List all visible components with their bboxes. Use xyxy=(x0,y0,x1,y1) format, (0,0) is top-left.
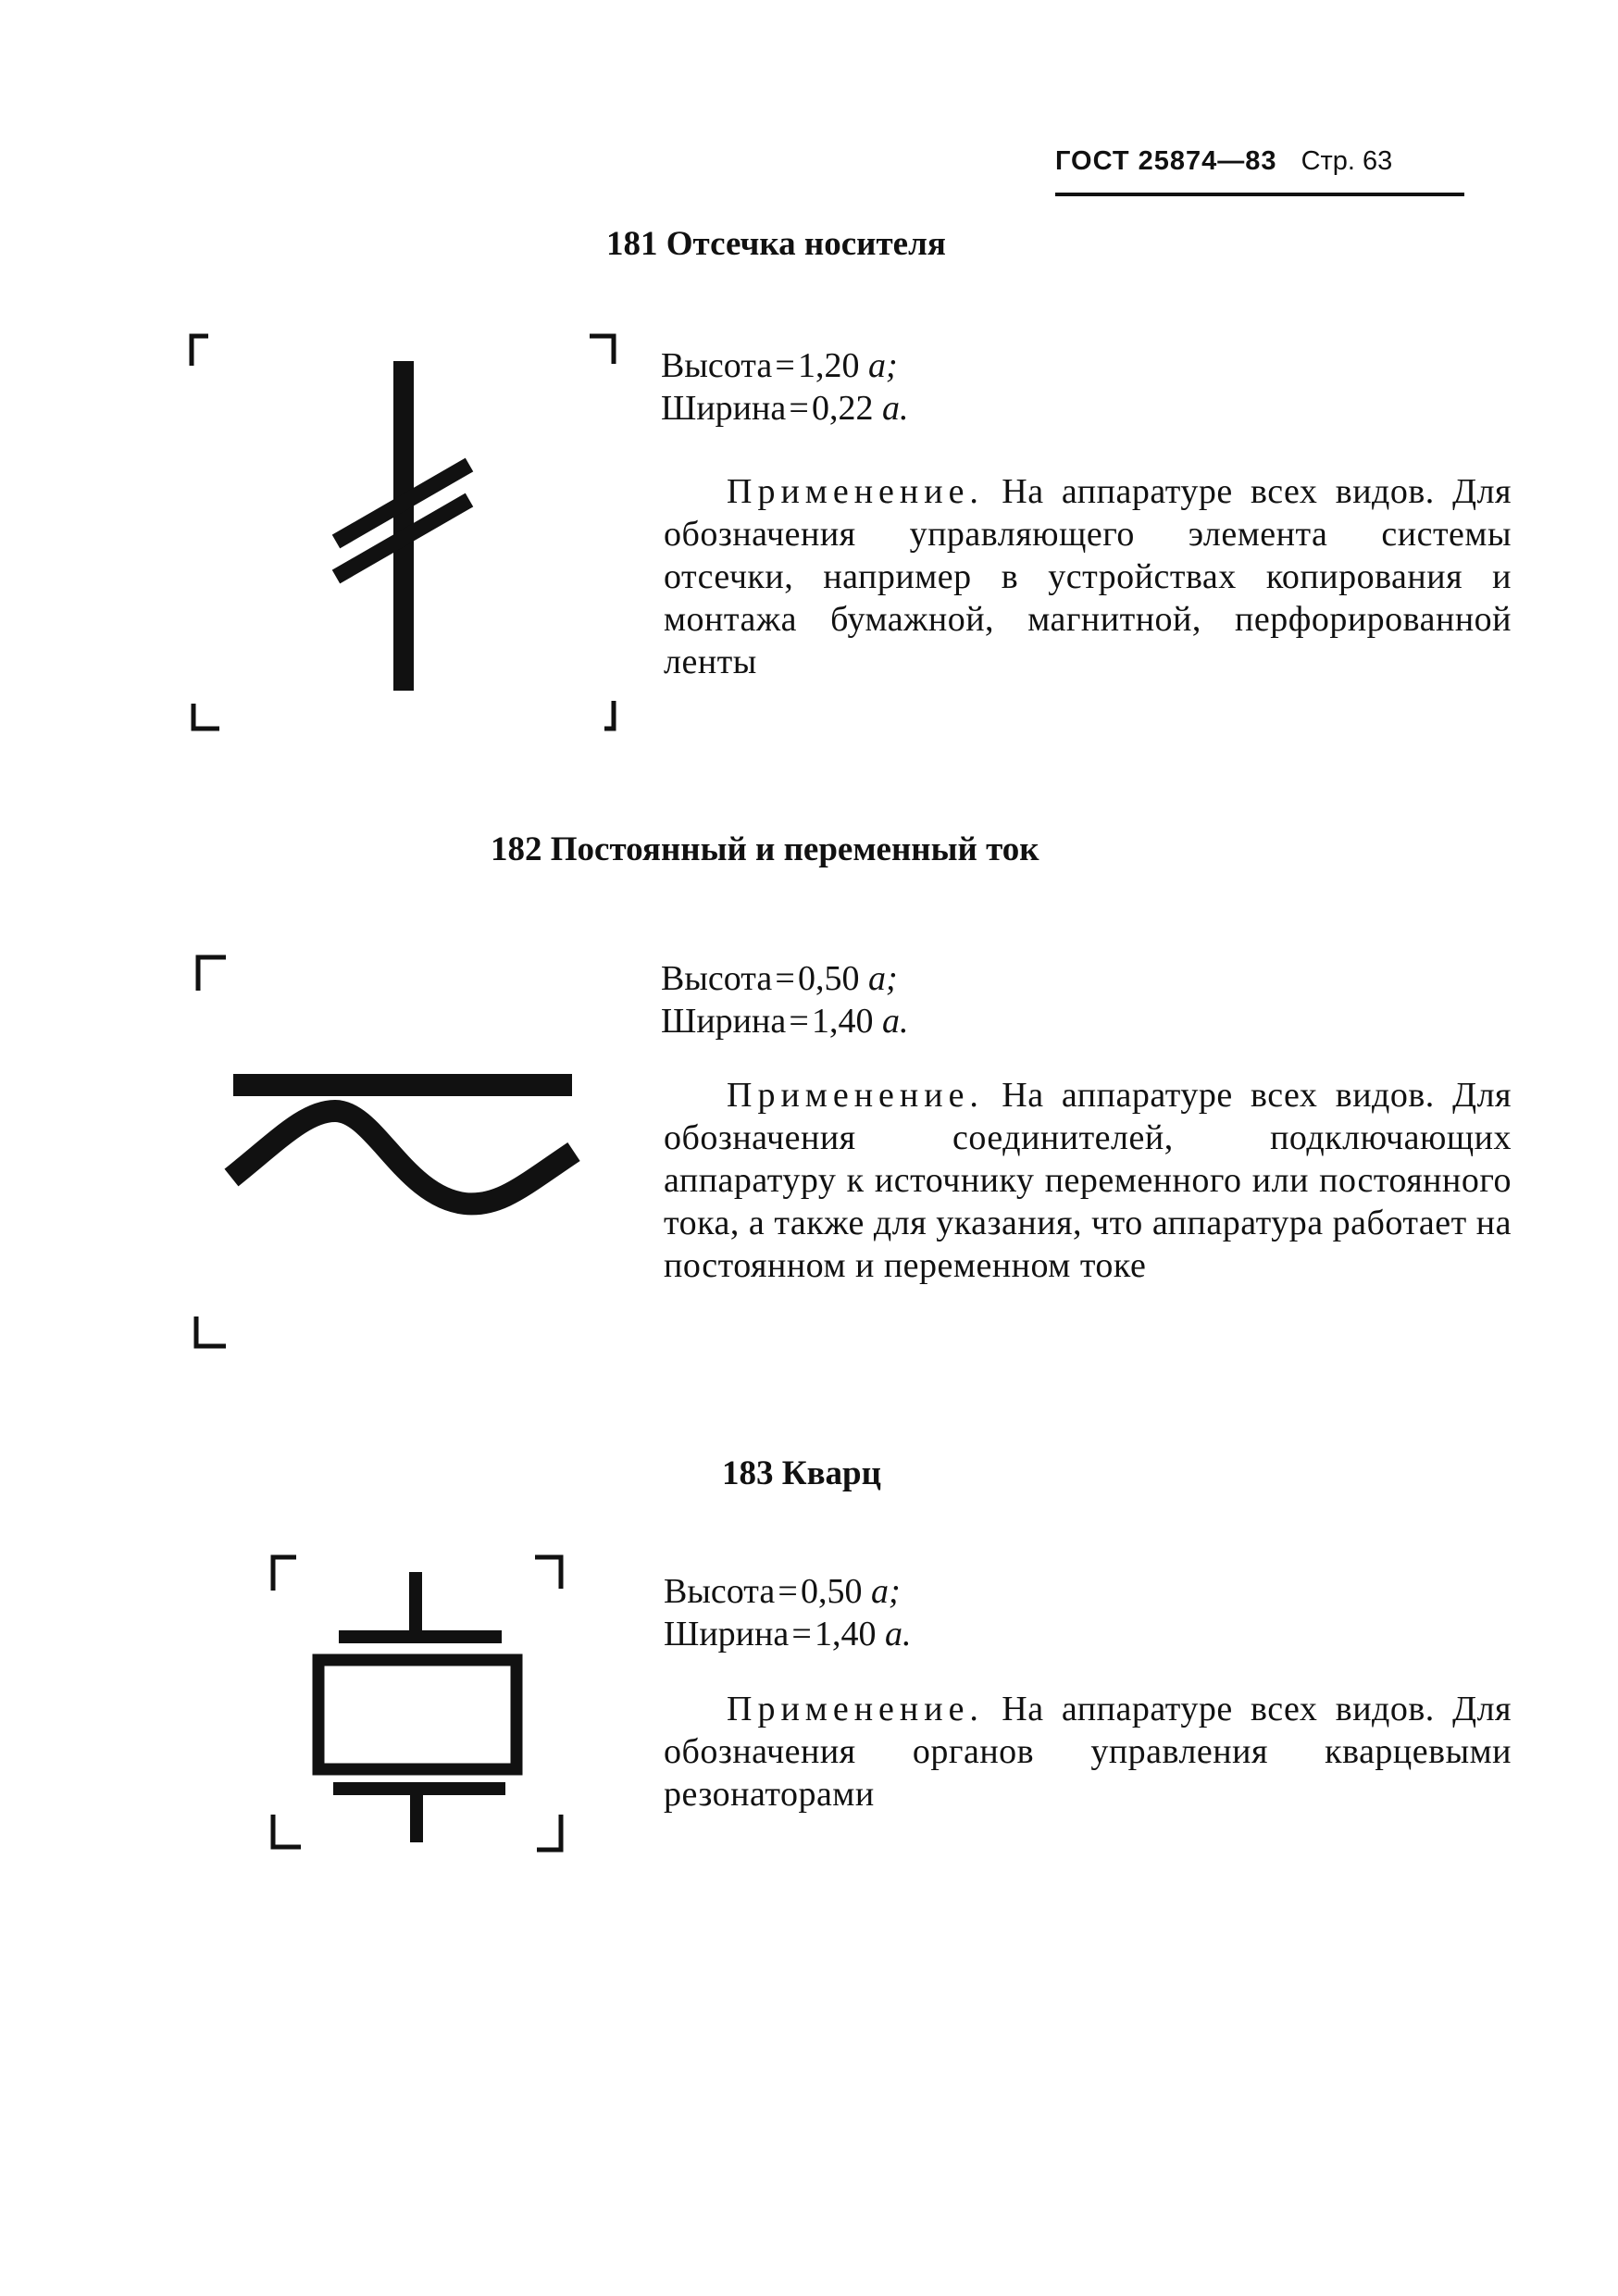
usage-description-182 xyxy=(664,1074,1512,1287)
section-title-181: 181 Отсечка носителя xyxy=(606,225,946,263)
dc-ac-current-symbol-icon xyxy=(185,935,592,1361)
usage-text: На аппаратуре всех видов. Для обозначения управляющего элемента системы отсечки, например в устройствах копирования и монтажа бумажной, магнитной, перфорированной ленты xyxy=(664,472,1512,681)
page-number: Стр. 63 xyxy=(1301,146,1393,176)
usage-description-181 xyxy=(664,470,1512,683)
page-header xyxy=(1055,146,1464,196)
usage-text: На аппаратуре всех видов. Для обозначения соединителей, подключающих аппаратуру к источнику переменного или постоянного тока, а также для указания, что аппаратура работает на постоянном и переменном токе xyxy=(664,1076,1512,1285)
usage-description-183 xyxy=(664,1688,1512,1816)
usage-lead: Применение. xyxy=(727,472,984,511)
standard-number: ГОСТ 25874—83 xyxy=(1055,146,1277,176)
height-spec: Высота = 0,50 a; xyxy=(661,959,898,998)
height-spec: Высота = 0,50 a; xyxy=(664,1572,901,1611)
spec-183 xyxy=(664,1570,912,1655)
medium-cutoff-symbol-icon xyxy=(180,319,634,736)
width-spec: Ширина = 1,40 a. xyxy=(661,1002,909,1041)
section-title-182: 182 Постоянный и переменный ток xyxy=(491,830,1039,868)
width-spec: Ширина = 0,22 a. xyxy=(661,389,909,428)
usage-text: На аппаратуре всех видов. Для обозначения органов управления кварцевыми резонаторами xyxy=(664,1690,1512,1814)
section-title-183: 183 Кварц xyxy=(722,1454,881,1492)
quartz-crystal-symbol-icon xyxy=(259,1537,574,1870)
height-spec: Высота = 1,20 a; xyxy=(661,346,898,385)
usage-lead: Применение. xyxy=(727,1690,984,1728)
width-spec: Ширина = 1,40 a. xyxy=(664,1615,912,1653)
spec-181 xyxy=(661,344,909,430)
spec-182 xyxy=(661,957,909,1042)
usage-lead: Применение. xyxy=(727,1076,984,1115)
